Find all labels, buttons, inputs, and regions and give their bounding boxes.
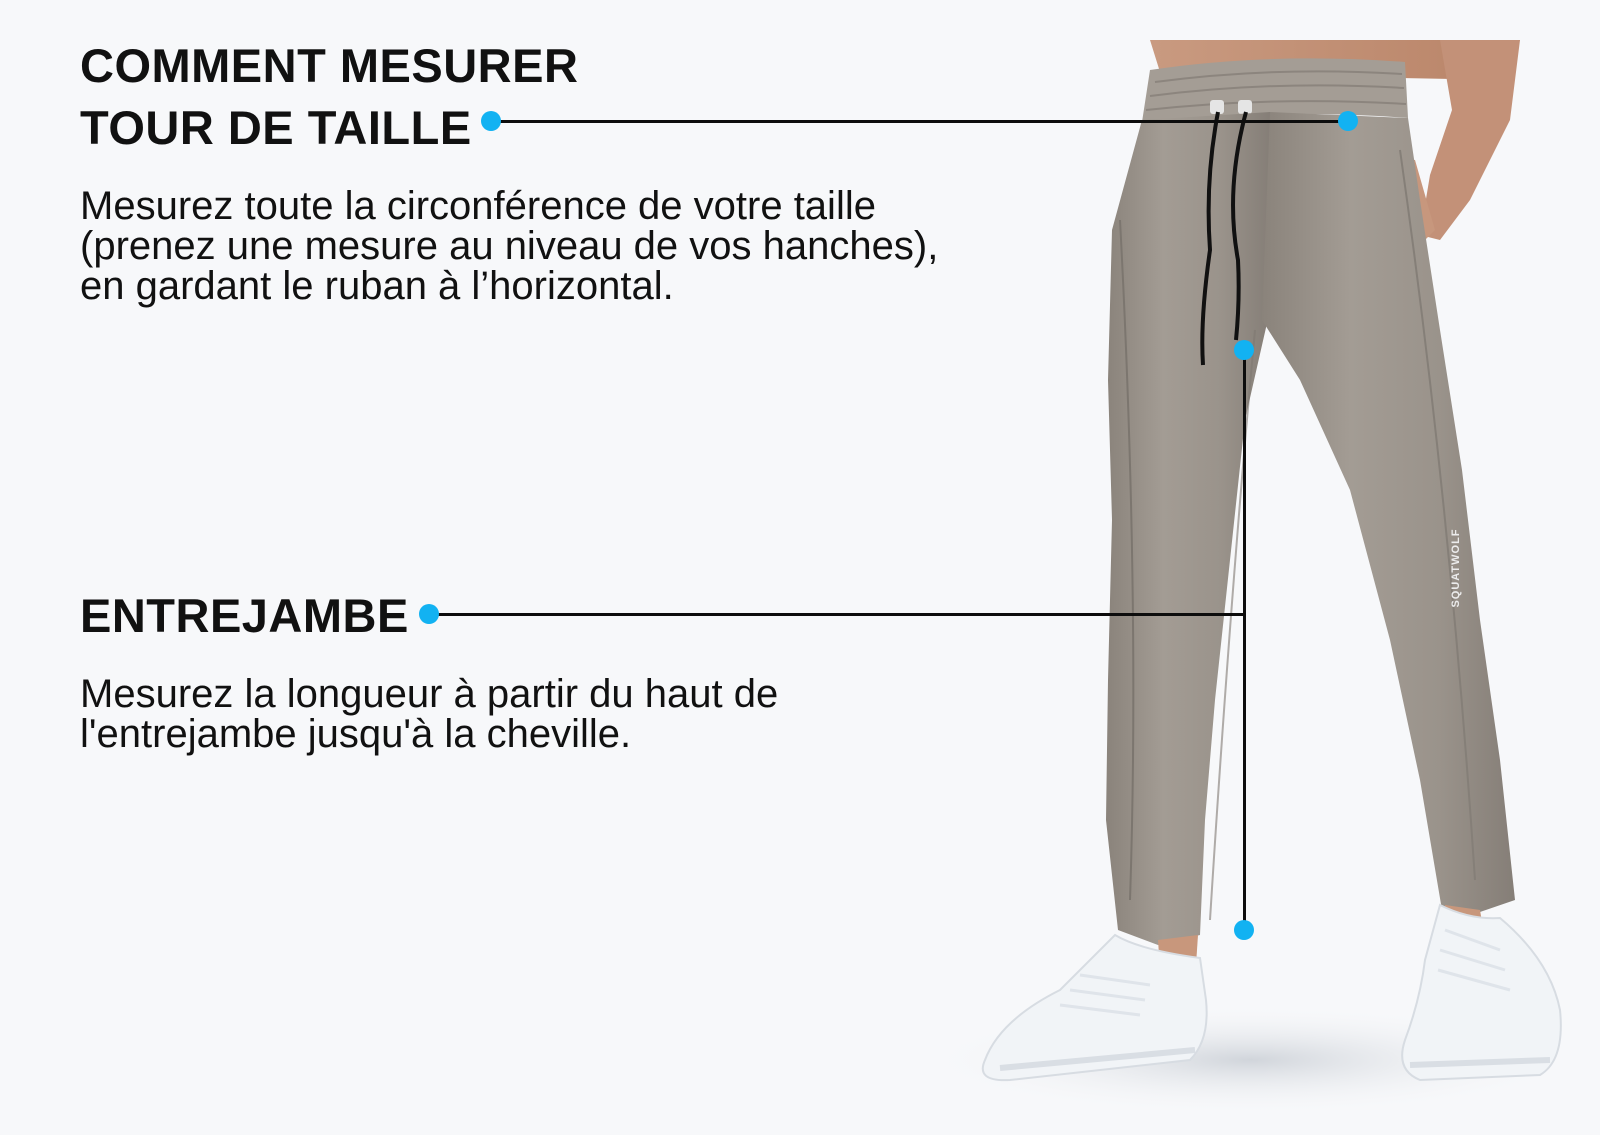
- right-leg: [1262, 112, 1515, 912]
- waist-description-line: (prenez une mesure au niveau de vos hanches),: [80, 224, 939, 268]
- waist-measure-line: [490, 120, 1348, 123]
- inseam-description-line: Mesurez la longueur à partir du haut de: [80, 672, 779, 716]
- inseam-pointer-line: [428, 613, 1245, 616]
- page-title: COMMENT MESURER: [80, 39, 579, 92]
- right-shoe: [1402, 905, 1561, 1080]
- waist-description-line: Mesurez toute la circonférence de votre taille: [80, 184, 876, 228]
- waist-description: [80, 186, 938, 306]
- waist-start-marker: [481, 111, 501, 131]
- inseam-top-marker: [1234, 340, 1254, 360]
- waist-end-marker: [1338, 111, 1358, 131]
- inseam-description-line: l'entrejambe jusqu'à la cheville.: [80, 712, 632, 756]
- brand-label: SQUATWOLF: [1450, 528, 1462, 608]
- inseam-bottom-marker: [1234, 920, 1254, 940]
- inseam-measure-line: [1243, 350, 1246, 932]
- inseam-description: [80, 674, 778, 754]
- inseam-label-marker: [419, 604, 439, 624]
- inseam-title: ENTREJAMBE: [80, 589, 409, 642]
- waist-description-line: en gardant le ruban à l’horizontal.: [80, 264, 674, 308]
- waist-title: TOUR DE TAILLE: [80, 101, 472, 154]
